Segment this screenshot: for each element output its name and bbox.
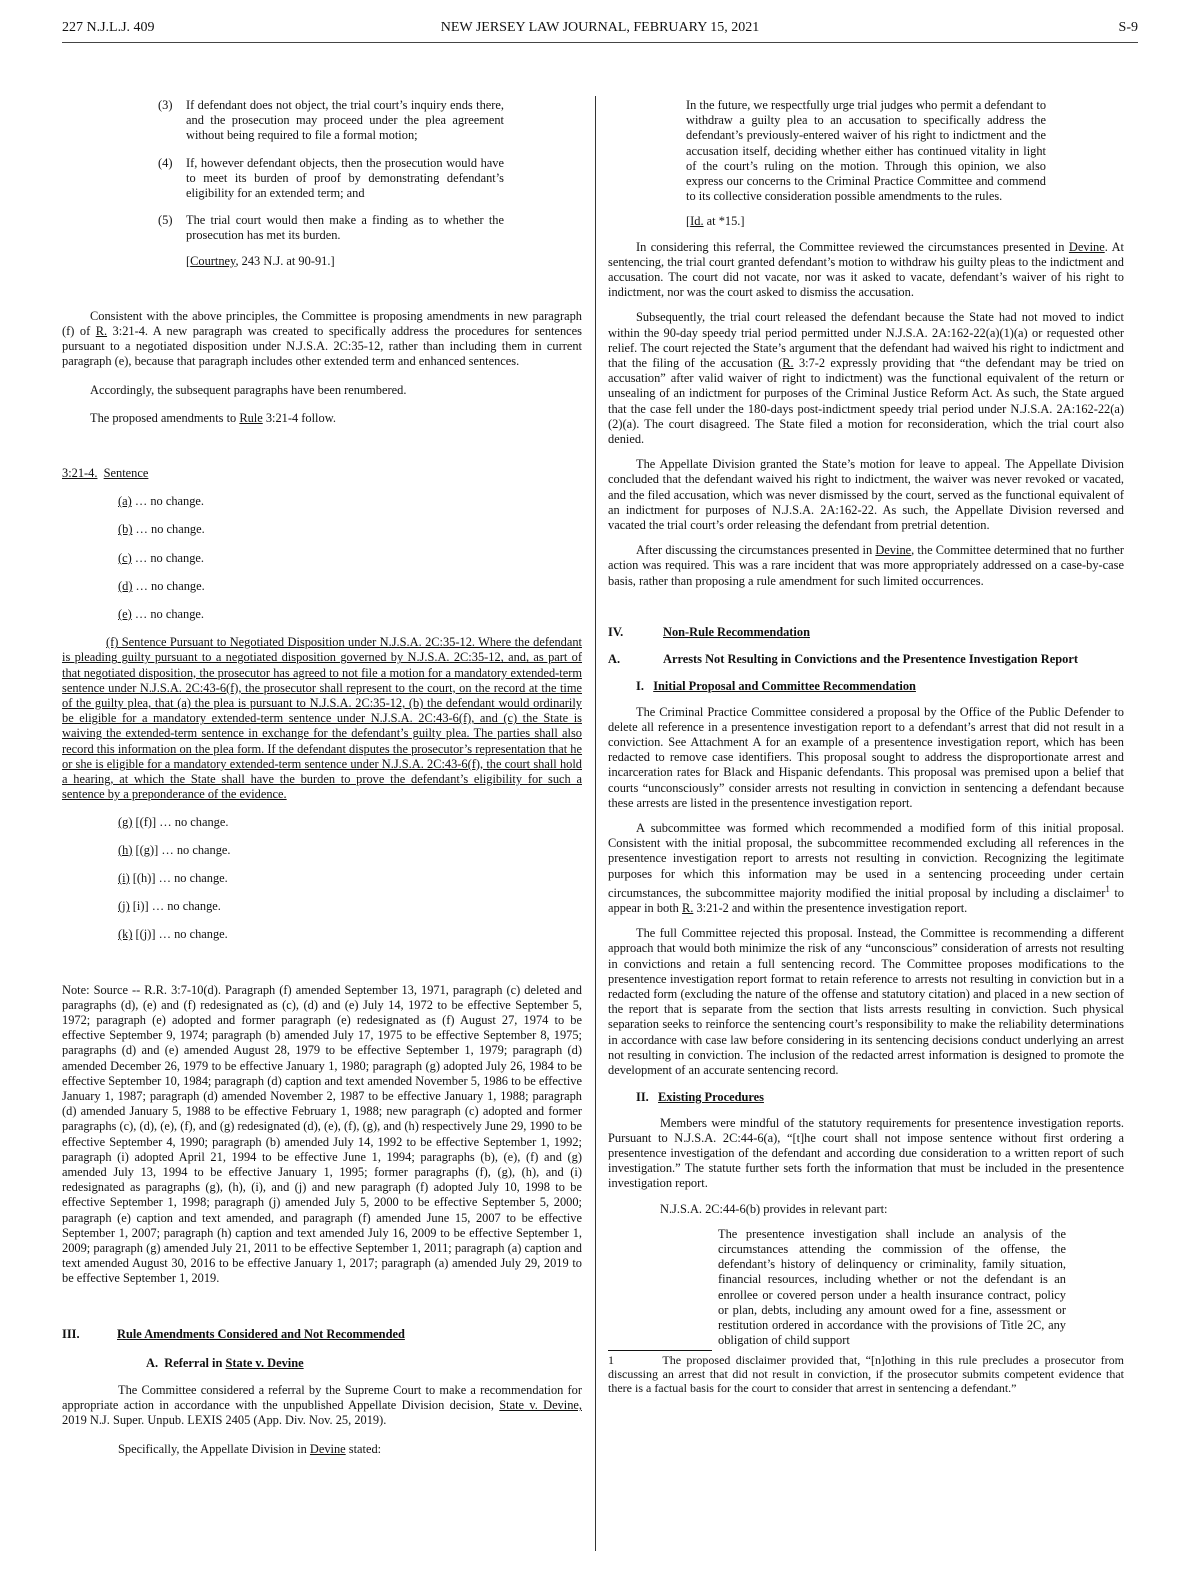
list-item: (k) [(j)] … no change. — [118, 927, 228, 942]
paragraph: The Committee considered a referral by the Supreme Court to make a recommendation for appropriate action in accordance with the unpublished Appellate Division decision, State v. Devine, 2019 N.J. Super. Unpub. LEXIS 2405 (App. Div. Nov. 25, 2019). — [62, 1382, 582, 1428]
paragraph: The proposed amendments to Rule 3:21-4 follow. — [90, 410, 336, 425]
citation: [Courtney, 243 N.J. at 90-91.] — [186, 253, 335, 268]
list-item: (i) [(h)] … no change. — [118, 870, 228, 885]
paragraph: After discussing the circumstances presented in Devine, the Committee determined that no further action was required. This was a rare incident that was more appropriately addressed on a case-by-case basis, rather than proposing a rule amendment for such limited occurrences. — [608, 543, 1124, 588]
column-divider — [595, 96, 596, 1551]
source-note: Note: Source -- R.R. 3:7-10(d). Paragraph (f) amended September 13, 1971, paragraph (c) deleted and paragraphs (d), (e) and (f) redesignated as (c), (d) and (e) July 14, 1972 to be effective September 5, 1972; paragraph (e) adopted and former paragraph (e) redesignated as (f) August 27, 1974 to be effective September 9, 1974; paragraph (b) amended July 17, 1975 to be effective September 8, 1975; paragraphs (d) and (e) amended August 28, 1979 to be effective September 1, 1979; paragraph (d) amended December 26, 1979 to be effective January 1, 1980; paragraph (g) adopted July 26, 1984 to be effective September 10, 1984; paragraph (d) caption and text amended November 5, 1986 to be effective January 1, 1987; paragraph (d) amended November 2, 1987 to be effective January 1, 1988; paragraph (d) amended January 5, 1988 to be effective February 1, 1988; new paragraph (c) adopted and former paragraphs (c), (d), (e), (f), and (g) redesignated (d), (e), (f), (g), and (h) respectively June 29, 1990 to be effective September 4, 1990; paragraph (b) amended July 14, 1992 to be effective September 1, 1992; paragraph (i) adopted April 21, 1994 to be effective June 1, 1994; paragraphs (b), (e), (f) and (g) amended July 13, 1994 to be effective January 1, 1995; former paragraphs (f), (g), (h), and (i) redesignated as paragraphs (g), (h), (i), and (j) and new paragraph (f) adopted July 10, 1998 to be effective September 1, 1998; paragraph (j) amended July 5, 2000 to be effective September 5, 2000; paragraph (e) caption and text amended, and paragraph (f) amended June 15, 2007 to be effective September 1, 2007; paragraph (h) caption and text amended July 16, 2009 to be effective September 1, 2009; paragraph (g) amended July 21, 2011 to be effective September 1, 2011; paragraph (a) caption and text amended August 30, 2016 to be effective January 1, 2017; paragraph (a) amended July 29, 2019 to be effective September 1, 2019. — [62, 982, 582, 1286]
paragraph: The Criminal Practice Committee considered a proposal by the Office of the Public Defender to delete all reference in a presentence investigation report to a defendant’s arrest that did not result in a conviction. See Attachment A for an example of a presentence investigation report, which has been redacted to remove case identifiers. This proposal sought to address the disproportionate arrest and incarceration rates for Black and Hispanic defendants. This proposal was premised upon a belief that courts “unconsciously” consider arrests not resulting in conviction in sentencing a defendant because these arrests are listed in the presentence investigation report. — [608, 704, 1124, 810]
paragraph: The full Committee rejected this proposal. Instead, the Committee is recommending a different approach that would both minimize the risk of any “unconscious” consideration of arrests not resulting in convictions and retain a full sentencing record. The Committee proposes modifications to the presentence investigation report format to retain reference to arrests not resulting in conviction but in a redacted form (excluding the nature of the offense and statutory citation) and placed in a new section of the report that is separate from the section that lists arrests resulting in conviction. Such physical separation seeks to reinforce the sentencing court’s responsibility to make the reliability determinations in accordance with case law before considering in its sentencing decisions conduct underlying an arrest not resulting in conviction. The inclusion of the redacted arrest information is designed to promote the development of an accurate sentencing record. — [608, 926, 1124, 1078]
header-publication: NEW JERSEY LAW JOURNAL, FEBRUARY 15, 2021 — [440, 20, 760, 35]
footnote-rule — [608, 1350, 712, 1351]
rule-heading: 3:21-4. Sentence — [62, 466, 149, 481]
block-quote: In the future, we respectfully urge trial judges who permit a defendant to withdraw a guilty plea to an accusation to specifically address the defendant’s previously-entered waiver of his right to indictment and the accusation itself, deciding whether either has continued vitality in light of the court’s ruling on the motion. Through this opinion, we also express our concerns to the Criminal Practice Committee and commend to its collective consideration possible amendments to the rules. — [686, 98, 1047, 204]
paragraph: Subsequently, the trial court released the defendant because the State had not moved to indict within the 90-day speedy trial period permitted under N.J.S.A. 2A:162-22(a)(1)(a) or requested other relief. The court rejected the State’s argument that the defendant had waived his right to indictment and that the filing of the accusation (R. 3:7-2 expressly providing that “the defendant may be tried on accusation” after valid waiver of right to indictment) was the functional equivalent of the return or unsealing of an indictment for purposes of the Criminal Justice Reform Act. As such, the State argued that the case fell under the 180-days post-indictment speedy trial period under N.J.S.A. 2A:162-22(a)(2)(a). The court disagreed. The State filed a motion for reconsideration, which the trial court also denied. — [608, 310, 1124, 447]
subsection-heading-a: A. Arrests Not Resulting in Convictions and the Presentence Investigation Report — [608, 652, 1078, 667]
subsection-heading-i: I. Initial Proposal and Committee Recommendation — [636, 679, 916, 694]
paragraph: N.J.S.A. 2C:44-6(b) provides in relevant part: — [660, 1201, 888, 1216]
list-item: (d) … no change. — [118, 578, 205, 593]
list-item: (a) … no change. — [118, 494, 205, 509]
list-item: (h) [(g)] … no change. — [118, 842, 231, 857]
paragraph: The Appellate Division granted the State’s motion for leave to appeal. The Appellate Division concluded that the defendant waived his right to indictment, the waiver was never revoked or vacated, and the filed accusation, which was never dismissed by the court, served as the functional equivalent of an indictment for purposes of N.J.S.A. 2A:162-22. As such, the Appellate Division reversed and vacated the trial court’s order releasing the defendant from pretrial detention. — [608, 457, 1124, 533]
header-citation: 227 N.J.L.J. 409 — [62, 20, 155, 35]
rule-subparagraphs — [62, 815, 582, 943]
subsection-heading-a: A. Referral in State v. Devine — [146, 1355, 304, 1370]
list-item: (b) … no change. — [118, 522, 205, 537]
section-heading-iv: IV. Non-Rule Recommendation — [608, 624, 810, 639]
list-item: (3) If defendant does not object, the trial court’s inquiry ends there, and the prosecution may proceed under the plea agreement without being required to file a formal motion; — [158, 98, 504, 143]
list-item: (4) If, however defendant objects, then the prosecution would have to meet its burden of proof by demonstrating defendant’s eligibility for an extended term; and — [158, 155, 504, 201]
left-column — [62, 96, 582, 1556]
header-page-number: S-9 — [1118, 20, 1138, 35]
running-header — [62, 20, 1138, 43]
footnote: 1 The proposed disclaimer provided that, “[n]othing in this rule precludes a prosecutor from discussing an arrest that did not result in conviction, if the prosecutor submits competent evidence that there is a factual basis for the court to consider that arrest in sentencing a defendant.” — [608, 1353, 1124, 1396]
paragraph: In considering this referral, the Committee reviewed the circumstances presented in Devine. At sentencing, the trial court granted defendant’s motion to withdraw his guilty pleas to the indictment and accusation. The court did not vacate, nor was it asked to vacate, defendant’s waiver of his right to indictment, nor was the court asked to dismiss the accusation. — [608, 239, 1124, 300]
list-item: (e) … no change. — [118, 607, 205, 622]
new-paragraph-f: (f) Sentence Pursuant to Negotiated Disposition under N.J.S.A. 2C:35-12. Where the defendant is pleading guilty pursuant to a negotiated disposition governed by N.J.S.A. 2C:35-12, and, as part of that negotiated disposition, the prosecutor has agreed to not file a motion for a mandatory extended-term sentence under N.J.S.A. 2C:43-6(f), the prosecutor shall represent to the court, on the record at the time of the guilty plea, that (a) the plea is pursuant to N.J.S.A. 2C:35-12, (b) the defendant would ordinarily be eligible for a mandatory extended-term sentence under N.J.S.A. 2C:43-6(f), and (c) the State is waiving the extended-term sentence in exchange for the defendant’s guilty plea. The parties shall also record this information on the plea form. If the defendant disputes the prosecutor’s representation that he or she is eligible for a mandatory extended-term sentence under N.J.S.A. 2C:43-6(f), the court shall hold a hearing, at which the State shall have the burden to prove the defendant’s eligibility for such a sentence by a preponderance of the evidence. — [62, 635, 582, 802]
list-item: (g) [(f)] … no change. — [118, 814, 229, 829]
right-column — [608, 96, 1124, 1556]
list-item: (5) The trial court would then make a finding as to whether the prosecution has met its burden. — [158, 213, 504, 243]
list-item: (j) [i)] … no change. — [118, 899, 221, 914]
subsection-heading-ii: II. Existing Procedures — [636, 1090, 764, 1105]
rule-subparagraphs — [62, 494, 582, 622]
paragraph: Accordingly, the subsequent paragraphs have been renumbered. — [90, 382, 407, 397]
paragraph: A subcommittee was formed which recommended a modified form of this initial proposal. Consistent with the initial proposal, the subcommittee recommended excluding all references in the presentence investigation report to arrests not resulting in conviction. Recognizing the legitimate purposes for which this information may be used in a sentencing proceeding under certain circumstances, the subcommittee majority modified the initial proposal by including a disclaimer$^1$ to appear in both R. 3:21-2 and within the presentence investigation report. — [608, 820, 1124, 916]
list-item: (c) … no change. — [118, 550, 205, 565]
block-quote: The presentence investigation shall include an analysis of the circumstances attending the commission of the offense, the defendant’s history of delinquency or criminality, family situation, financial resources, including whether or not the defendant is an enrollee or covered person under a health insurance contract, policy or plan, debts, including any amount owed for a fine, assessment or restitution ordered in accordance with the provisions of Title 2C, any obligation of child support — [718, 1226, 1066, 1348]
section-heading-iii: III. Rule Amendments Considered and Not Recommended — [62, 1326, 405, 1341]
paragraph: Specifically, the Appellate Division in Devine stated: — [118, 1441, 382, 1456]
paragraph: Members were mindful of the statutory requirements for presentence investigation reports. Pursuant to N.J.S.A. 2C:44-6(a), “[t]he court shall not impose sentence without first ordering a presentence investigation of the defendant and according due consideration to a written report of such investigation.” The statute further sets forth the information that must be included in the presentence investigation report. — [608, 1115, 1124, 1191]
paragraph: Consistent with the above principles, the Committee is proposing amendments in new paragraph (f) of R. 3:21-4. A new paragraph was created to specifically address the procedures for sentences pursuant to a negotiated disposition under N.J.S.A. 2C:35-12, rather than including them in current paragraph (e), because that paragraph includes other extended term and enhanced sentences. — [62, 308, 582, 369]
citation: [Id. at *15.] — [686, 214, 745, 229]
